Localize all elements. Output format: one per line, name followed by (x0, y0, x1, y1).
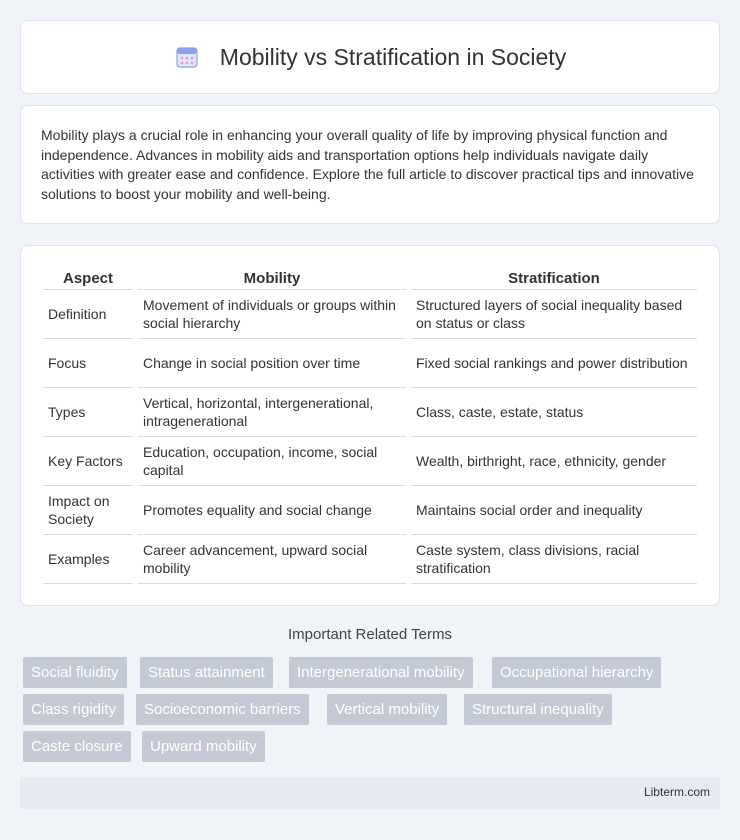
cell-aspect: Examples (43, 535, 133, 584)
tag-intergenerational-mobility[interactable]: Intergenerational mobility (289, 657, 473, 688)
cell-mobility: Change in social position over time (138, 339, 406, 388)
tag-caste-closure[interactable]: Caste closure (23, 731, 131, 762)
cell-mobility: Career advancement, upward social mobility (138, 535, 406, 584)
intro-card (20, 105, 720, 224)
cell-stratification: Caste system, class divisions, racial stratification (411, 535, 697, 584)
tag-class-rigidity[interactable]: Class rigidity (23, 694, 124, 725)
cell-stratification: Structured layers of social inequality based on status or class (411, 290, 697, 339)
comparison-table (38, 266, 702, 584)
cell-aspect: Focus (43, 339, 133, 388)
calendar-icon (174, 44, 200, 70)
cell-stratification: Fixed social rankings and power distribution (411, 339, 697, 388)
cell-mobility: Movement of individuals or groups within social hierarchy (138, 290, 406, 339)
tag-status-attainment[interactable]: Status attainment (140, 657, 273, 688)
comparison-table-card (20, 245, 720, 606)
tag-upward-mobility[interactable]: Upward mobility (142, 731, 265, 762)
tag-social-fluidity[interactable]: Social fluidity (23, 657, 127, 688)
footer-site-link[interactable]: Libterm.com (643, 785, 710, 799)
tag-structural-inequality[interactable]: Structural inequality (464, 694, 612, 725)
tag-socioeconomic-barriers[interactable]: Socioeconomic barriers (136, 694, 309, 725)
cell-mobility: Promotes equality and social change (138, 486, 406, 535)
table-row (43, 535, 697, 584)
cell-aspect: Key Factors (43, 437, 133, 486)
footer (20, 777, 720, 809)
related-terms-title: Important Related Terms (288, 626, 452, 643)
header-mobility: Mobility (138, 266, 406, 290)
cell-aspect: Definition (43, 290, 133, 339)
table-row (43, 437, 697, 486)
cell-stratification: Maintains social order and inequality (411, 486, 697, 535)
header-card (20, 20, 720, 94)
table-row (43, 388, 697, 437)
cell-mobility: Vertical, horizontal, intergenerational, intragenerational (138, 388, 406, 437)
table-header-row (43, 266, 697, 290)
tag-vertical-mobility[interactable]: Vertical mobility (327, 694, 447, 725)
intro-text: Mobility plays a crucial role in enhancing your overall quality of life by improving physical function and independence. Advances in mobility aids and transportation options help individuals navigate daily activities with greater ease and confidence. Explore the full article to discover practical tips and innovative solutions to boost your mobility and well-being. (41, 127, 694, 202)
cell-mobility: Education, occupation, income, social capital (138, 437, 406, 486)
table-row (43, 339, 697, 388)
cell-stratification: Class, caste, estate, status (411, 388, 697, 437)
header-stratification: Stratification (411, 266, 697, 290)
cell-aspect: Impact on Society (43, 486, 133, 535)
cell-stratification: Wealth, birthright, race, ethnicity, gender (411, 437, 697, 486)
cell-aspect: Types (43, 388, 133, 437)
tag-occupational-hierarchy[interactable]: Occupational hierarchy (492, 657, 661, 688)
page-title: Mobility vs Stratification in Society (219, 43, 567, 70)
table-row (43, 290, 697, 339)
table-row (43, 486, 697, 535)
header-aspect: Aspect (43, 266, 133, 290)
